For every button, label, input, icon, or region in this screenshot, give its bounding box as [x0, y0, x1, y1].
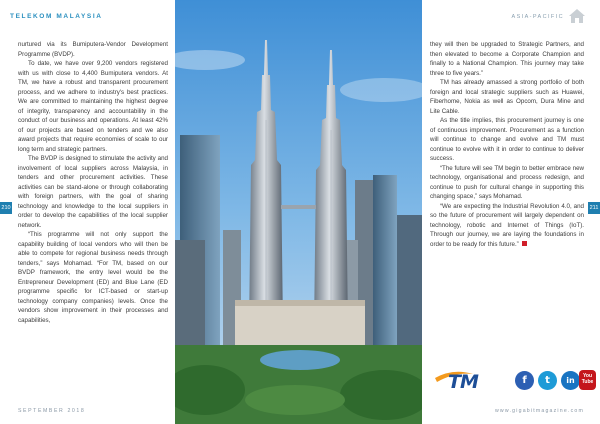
issue-date: SEPTEMBER 2018	[18, 408, 86, 414]
paragraph: they will then be upgraded to Strategic Partners, and then elevated to become a Corporate Champion and finally to a National Champion. This journey may take three to five years.”	[430, 41, 584, 77]
twitter-icon[interactable]	[538, 371, 557, 390]
website-url[interactable]: www.gigabitmagazine.com	[494, 408, 584, 414]
paragraph: TM has already amassed a strong portfolio of both foreign and local strategic suppliers such as Huawei, Fiberhome, Nokia as well as Opcom, Dura Mine and Lite Cable.	[430, 79, 584, 115]
twitter-glyph: t	[545, 375, 550, 386]
youtube-glyph: You Tube	[581, 373, 594, 385]
paragraph: To date, we have over 9,200 vendors registered with us with close to 4,400 Bumiputera vendors. At TM, we have a robust and transparent procurement process, and we adhere to industry's best practices. We are committed to maintaining the highest degree of integrity, transparency and accountability in the conduct of our business and operations. At least 42% of our projects are based on tenders and we also award projects that require economies of scale to our long term and strategic partners.	[18, 60, 168, 153]
region-label: ASIA-PACIFIC	[511, 14, 564, 20]
petronas-towers-photo	[175, 0, 422, 424]
paragraph-final	[430, 202, 584, 250]
publication-section-label: TELEKOM MALAYSIA	[10, 13, 103, 20]
paragraph: “The future will see TM begin to better embrace new technology, organisational and process redesign, and continue to push for cultural change in supporting this changing space,” says Mohamad.	[430, 164, 584, 200]
article-column-right	[430, 40, 584, 249]
youtube-icon[interactable]	[579, 370, 596, 390]
red-square-end-mark-icon	[522, 241, 527, 246]
paragraph: The BVDP is designed to stimulate the activity and involvement of local suppliers across Malaysia, in tenders and other procurement activities. These activities can be stand-alone or through collaborating with foreign partners, with the goal of sharing technology and knowledge to the local suppliers in order to develop the capabilities of the local supplier network.	[18, 155, 168, 229]
tm-logo[interactable]: TM	[448, 371, 478, 393]
page-number-right: 211	[588, 202, 600, 214]
linkedin-icon[interactable]	[561, 371, 580, 390]
facebook-icon[interactable]	[515, 371, 534, 390]
linkedin-glyph: in	[566, 376, 575, 385]
page-number-left: 210	[0, 202, 12, 214]
article-column-left	[18, 40, 168, 325]
paragraph: As the title implies, this procurement journey is one of continuous improvement. Procurement as a function will continue to change and evolve and TM must continue to evolve with it in order to continue to deliver success.	[430, 117, 584, 162]
paragraph-text: “We are expecting the Industrial Revolution 4.0, and so the future of procurement will largely dependent on technology, robotic and Internet of Things (IoT). Through our journey, we are laying the foundations in order to be ready for this future.”	[430, 202, 584, 248]
facebook-glyph: f	[522, 375, 527, 386]
paragraph: nurtured via its Bumiputera-Vendor Development Programme (BVDP).	[18, 41, 168, 58]
paragraph: “This programme will not only support the capability building of local vendors who will then be able to compete for regional business needs through tenders,” says Mohamad. “For TM, based on our BVDP framework, the entry level would be the Entrepreneur Development (ED) and Blue Lane (ED programme specific for ICT-based or start-up technology company companies) levels. Once the vendors show improvement in their processes and capabilities,	[18, 231, 168, 324]
home-icon[interactable]	[568, 8, 586, 24]
